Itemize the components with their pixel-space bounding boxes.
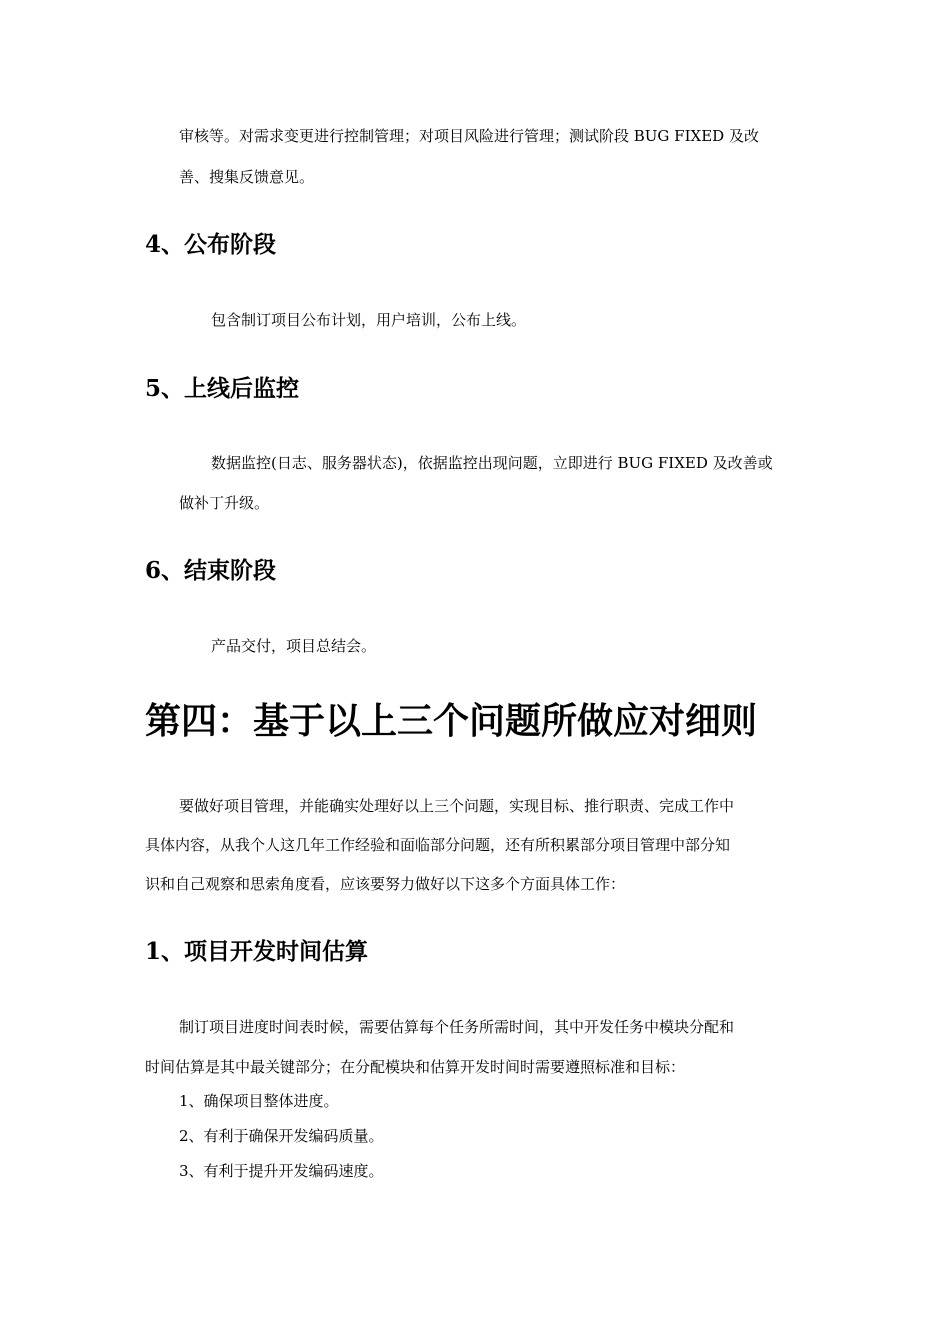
heading-subsection-1: 1、项目开发时间估算 xyxy=(145,938,369,965)
chapter-title: 第四：基于以上三个问题所做应对细则 xyxy=(145,700,758,742)
chapter-intro-line-2: 具体内容，从我个人这几年工作经验和面临部分问题，还有所积累部分项目管理中部分知 xyxy=(145,836,731,854)
list-item: 3、有利于提升开发编码速度。 xyxy=(179,1162,384,1180)
list-item: 1、确保项目整体进度。 xyxy=(179,1092,339,1110)
section-5-line-2: 做补丁升级。 xyxy=(179,494,270,512)
intro-line-2: 善、搜集反馈意见。 xyxy=(179,168,315,186)
section-4-paragraph: 包含制订项目公布计划，用户培训，公布上线。 xyxy=(211,311,527,329)
chapter-intro-line-3: 识和自己观察和思索角度看，应该要努力做好以下这多个方面具体工作： xyxy=(145,875,626,893)
section-6-paragraph: 产品交付，项目总结会。 xyxy=(211,637,377,655)
heading-section-6: 6、结束阶段 xyxy=(145,557,277,584)
subsection-1-line-2: 时间估算是其中最关键部分；在分配模块和估算开发时间时需要遵照标准和目标： xyxy=(145,1058,686,1076)
heading-section-4: 4、公布阶段 xyxy=(145,231,277,258)
heading-section-5: 5、上线后监控 xyxy=(145,375,300,402)
section-5-line-1: 数据监控(日志、服务器状态)，依据监控出现问题，立即进行 BUG FIXED 及改善或 xyxy=(211,454,773,472)
subsection-1-line-1: 制订项目进度时间表时候，需要估算每个任务所需时间，其中开发任务中模块分配和 xyxy=(179,1018,735,1036)
chapter-intro-line-1: 要做好项目管理，并能确实处理好以上三个问题，实现目标、推行职责、完成工作中 xyxy=(179,797,735,815)
list-item: 2、有利于确保开发编码质量。 xyxy=(179,1127,384,1145)
intro-line-1: 审核等。对需求变更进行控制管理；对项目风险进行管理；测试阶段 BUG FIXED 及改 xyxy=(179,127,759,145)
